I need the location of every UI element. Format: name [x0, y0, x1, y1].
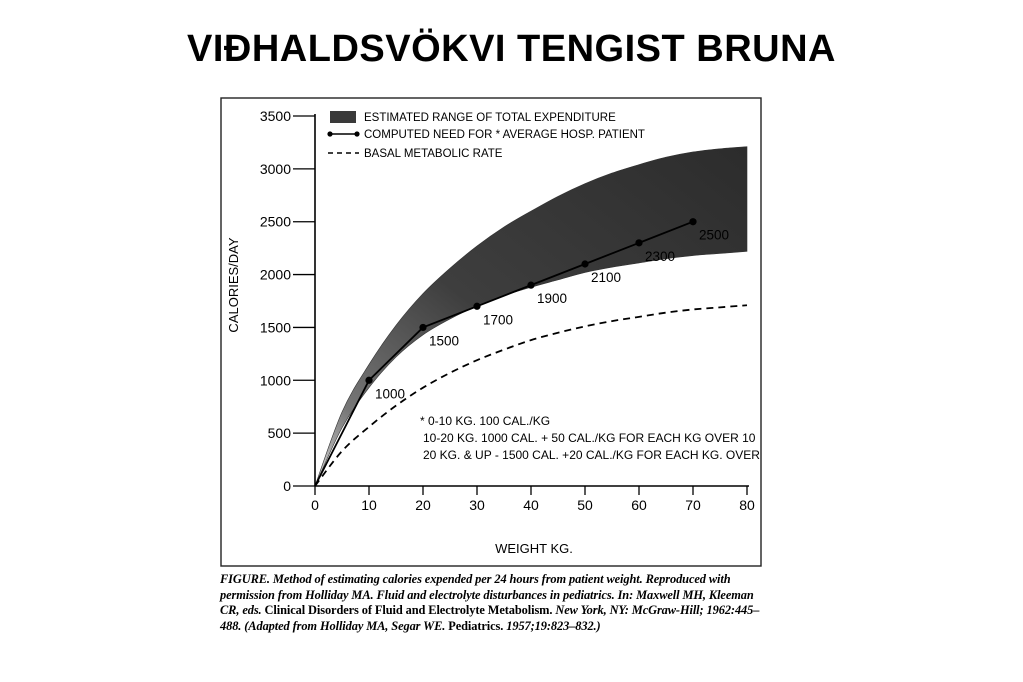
caption-lead: FIGURE. Method of estimating calories expended per 24 hours from patient weight. Reproduced with permission from Holliday MA. Fluid and electrolyte disturbances in pediatrics. In: Maxwell MH, Kleeman CR, eds.	[220, 572, 754, 617]
legend-label-band: ESTIMATED RANGE OF TOTAL EXPENDITURE	[364, 112, 616, 124]
computed-need-point-label: 1000	[375, 386, 406, 402]
caption-journal: Pediatrics.	[448, 618, 504, 633]
computed-need-point	[473, 303, 480, 310]
y-tick-label: 3500	[259, 108, 291, 124]
computed-need-point	[581, 260, 588, 267]
chart-figure	[220, 97, 762, 567]
legend-marker-computed	[354, 131, 359, 136]
formula-note-line: * 0-10 KG. 100 CAL./KG	[420, 414, 551, 428]
x-tick-label: 40	[523, 497, 539, 513]
computed-need-point	[527, 282, 534, 289]
computed-need-point-label: 2500	[699, 227, 730, 243]
computed-need-point	[365, 377, 372, 384]
x-tick-label: 20	[415, 497, 431, 513]
caption-publisher: New York, NY: McGraw-Hill; 1962:445–488. (Adapted from Holliday MA, Segar WE.	[220, 603, 760, 633]
x-tick-label: 60	[631, 497, 647, 513]
computed-need-point-label: 1900	[537, 291, 568, 307]
y-axis-label: CALORIES/DAY	[226, 237, 241, 333]
caption-book: Clinical Disorders of Fluid and Electrolyte Metabolism.	[264, 603, 553, 617]
y-tick-label: 1000	[259, 372, 291, 389]
x-tick-label: 10	[361, 497, 377, 513]
y-tick-label: 2000	[259, 266, 291, 283]
y-tick-label: 500	[267, 425, 291, 442]
x-tick-label: 30	[469, 497, 485, 513]
formula-note-line: 10-20 KG. 1000 CAL. + 50 CAL./KG FOR EACH KG OVER 10	[423, 431, 756, 445]
computed-need-point-label: 1700	[483, 312, 514, 328]
legend-swatch-band	[330, 111, 356, 123]
calories-chart	[220, 97, 762, 567]
legend-label-computed: COMPUTED NEED FOR * AVERAGE HOSP. PATIENT	[364, 129, 645, 141]
y-tick-label: 0	[283, 478, 291, 494]
computed-need-point-label: 2300	[645, 248, 676, 264]
computed-need-point	[635, 239, 642, 246]
x-tick-label: 70	[685, 497, 701, 513]
x-tick-label: 80	[739, 497, 755, 513]
computed-need-point	[419, 324, 426, 331]
legend-marker-computed	[327, 131, 332, 136]
legend-label-basal: BASAL METABOLIC RATE	[364, 148, 503, 160]
computed-need-point-label: 2100	[591, 270, 622, 285]
computed-need-point-label: 1500	[429, 333, 460, 349]
slide-title: VIÐHALDSVÖKVI TENGIST BRUNA	[187, 28, 836, 70]
x-tick-label: 0	[311, 497, 319, 513]
x-axis-label: WEIGHT KG.	[495, 541, 573, 556]
y-tick-label: 2500	[259, 213, 291, 230]
y-tick-label: 1500	[259, 319, 291, 336]
formula-note-line: 20 KG. & UP - 1500 CAL. +20 CAL./KG FOR EACH KG. OVER 20	[423, 448, 762, 462]
figure-caption	[220, 572, 765, 634]
x-tick-label: 50	[577, 497, 593, 513]
caption-citation: 1957;19:823–832.)	[506, 618, 601, 633]
y-tick-label: 3000	[259, 160, 291, 177]
computed-need-point	[689, 218, 696, 225]
